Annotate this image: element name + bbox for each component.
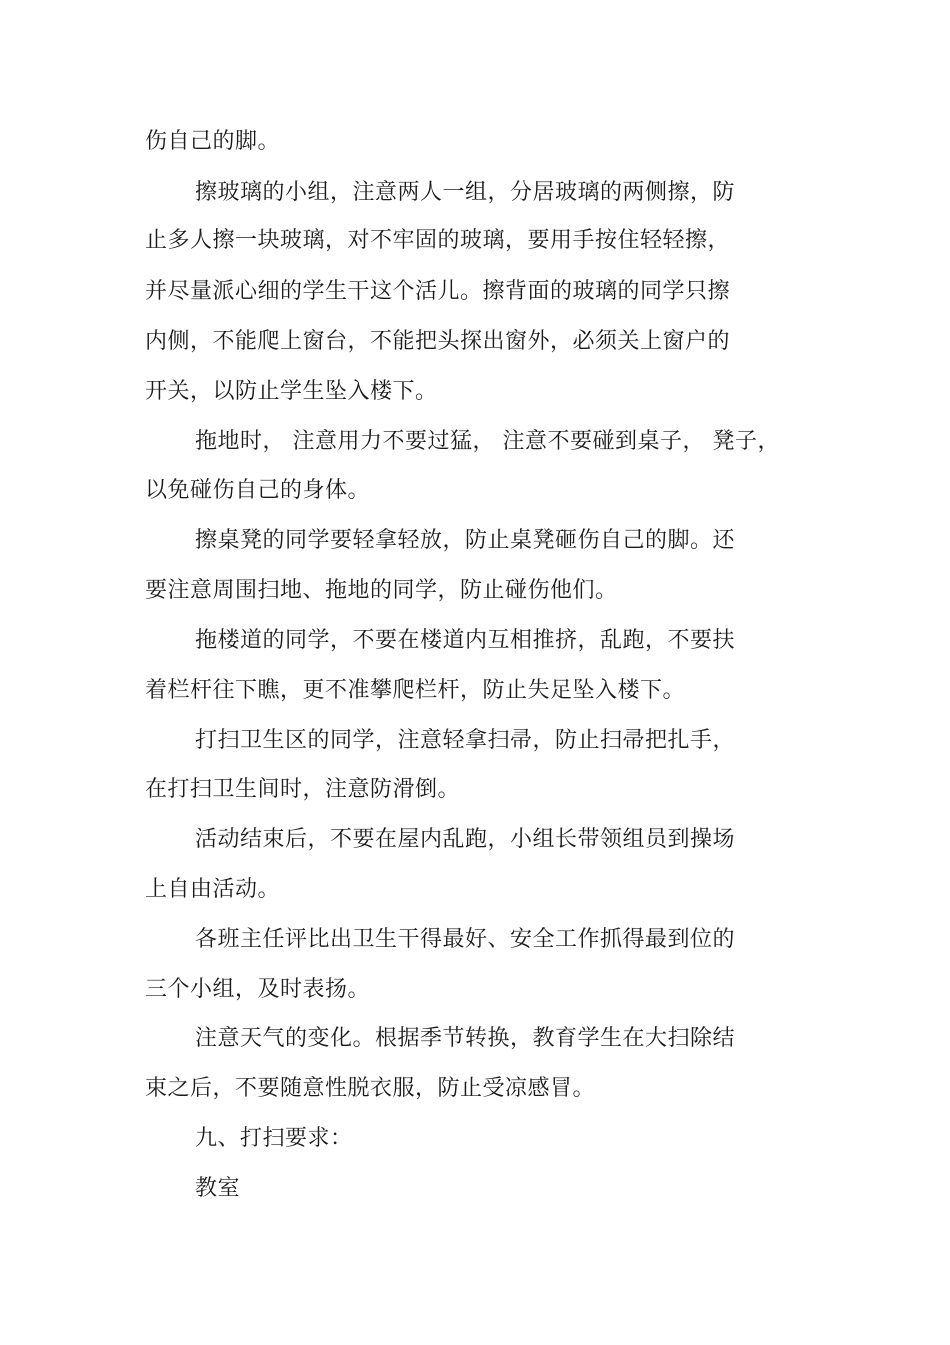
text-line: 伤自己的脚。 — [145, 129, 281, 154]
text-line: 在打扫卫生间时，注意防滑倒。 — [145, 777, 461, 802]
text-line: 擦桌凳的同学要轻拿轻放，防止桌凳砸伤自己的脚。还 — [195, 528, 736, 553]
text-line: 拖楼道的同学，不要在楼道内互相推挤，乱跑，不要扶 — [195, 628, 736, 653]
section-heading: 九、打扫要求： — [195, 1126, 353, 1151]
text-line: 各班主任评比出卫生干得最好、安全工作抓得最到位的 — [195, 927, 736, 952]
text-line: 三个小组，及时表扬。 — [145, 977, 371, 1002]
text-line: 内侧，不能爬上窗台，不能把头探出窗外，必须关上窗户的 — [145, 329, 731, 354]
text-line: 并尽量派心细的学生干这个活儿。擦背面的玻璃的同学只擦 — [145, 279, 731, 304]
text-line: 开关，以防止学生坠入楼下。 — [145, 379, 438, 404]
text-line: 要注意周围扫地、拖地的同学，防止碰伤他们。 — [145, 578, 618, 603]
text-line: 以免碰伤自己的身体。 — [145, 478, 371, 503]
text-line: 着栏杆往下瞧，更不准攀爬栏杆，防止失足坠入楼下。 — [145, 678, 686, 703]
text-line: 拖地时， 注意用力不要过猛， 注意不要碰到桌子， 凳子， — [195, 429, 780, 454]
text-line: 活动结束后，不要在屋内乱跑，小组长带领组员到操场 — [195, 827, 736, 852]
text-line: 打扫卫生区的同学，注意轻拿扫帚，防止扫帚把扎手， — [195, 728, 736, 753]
text-line: 擦玻璃的小组，注意两人一组，分居玻璃的两侧擦，防 — [195, 180, 736, 205]
text-line: 注意天气的变化。根据季节转换，教育学生在大扫除结 — [195, 1026, 736, 1051]
subsection-heading: 教室 — [195, 1176, 241, 1201]
text-line: 上自由活动。 — [145, 877, 281, 902]
text-line: 止多人擦一块玻璃，对不牢固的玻璃，要用手按住轻轻擦， — [145, 228, 731, 253]
text-line: 束之后，不要随意性脱衣服，防止受凉感冒。 — [145, 1076, 596, 1101]
